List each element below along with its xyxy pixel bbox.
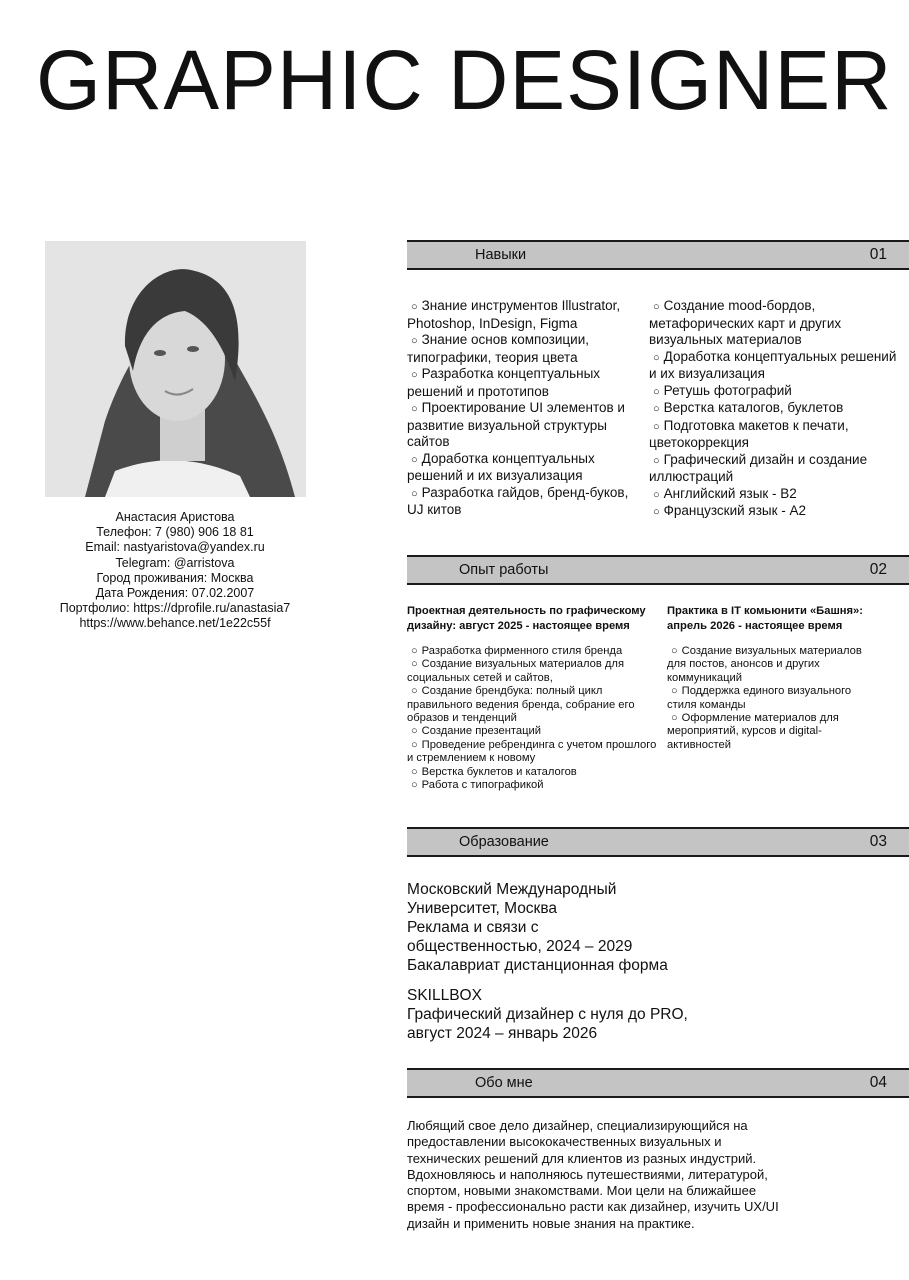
section-label: Образование	[459, 834, 549, 850]
list-item-text: Ретушь фотографий	[663, 382, 792, 398]
list-item	[407, 645, 657, 658]
list-item-text: Поддержка единого визуального стиля команды	[667, 685, 852, 711]
list-item-text: Работа с типографикой	[421, 779, 544, 792]
list-item-text: Проектирование UI элементов и развитие визуальной структуры сайтов	[407, 400, 625, 449]
section-header-about	[407, 1068, 909, 1098]
list-item-text: Знание инструментов Illustrator, Photoshop, InDesign, Figma	[407, 298, 621, 331]
bullet-circle-icon: ○	[411, 765, 418, 778]
list-item	[407, 685, 657, 725]
bullet-circle-icon: ○	[411, 335, 418, 347]
section-label: Навыки	[475, 247, 527, 263]
list-item-text: Создание mood-бордов, метафорических карт и других визуальных материалов	[649, 298, 842, 347]
education-university	[407, 880, 668, 975]
education-line: Графический дизайнер с нуля до PRO,	[407, 1006, 688, 1023]
list-item	[649, 452, 899, 486]
bullet-circle-icon: ○	[411, 645, 418, 657]
education-line: Бакалавриат дистанционная форма	[407, 957, 668, 974]
list-item	[407, 400, 642, 451]
education-course	[407, 986, 688, 1043]
profile-photo	[45, 241, 306, 497]
section-number: 01	[869, 246, 887, 263]
page-title: GRAPHIC DESIGNER	[36, 33, 893, 127]
list-item-text: Английский язык - B2	[663, 485, 797, 501]
list-item-text: Графический дизайн и создание иллюстраций	[649, 451, 868, 484]
section-number: 04	[869, 1074, 887, 1091]
section-label: Обо мне	[475, 1075, 533, 1091]
bullet-circle-icon: ○	[411, 658, 418, 671]
list-item-text: Разработка концептуальных решений и прототипов	[407, 366, 601, 399]
list-item	[407, 658, 657, 685]
list-item-text: Доработка концептуальных решений и их визуализация	[407, 450, 595, 483]
experience-freelance	[407, 604, 657, 792]
contact-birth-date: Дата Рождения: 07.02.2007	[95, 586, 255, 601]
section-header-skills	[407, 240, 909, 270]
bullet-circle-icon: ○	[653, 506, 660, 518]
contact-telegram: Telegram: @arristova	[115, 555, 235, 570]
bullet-circle-icon: ○	[653, 351, 660, 364]
list-item-text: Разработка гайдов, бренд-буков, UJ китов	[407, 484, 629, 517]
list-item-text: Верстка каталогов, буклетов	[663, 400, 844, 415]
contact-portfolio-link[interactable]: Портфолио: https://dprofile.ru/anastasia7	[59, 601, 291, 616]
list-item	[649, 349, 899, 383]
bullet-circle-icon: ○	[653, 420, 660, 433]
list-item	[407, 739, 657, 766]
section-header-education	[407, 827, 909, 857]
list-item	[407, 366, 642, 400]
about-text: Любящий свое дело дизайнер, специализирующийся на предоставлении высококачественных визуальных и технических решений для клиентов из разных индустрий. Вдохновляюсь и наполняюсь путешествиями, литературой, спортом, новыми знакомствами. Мои цели на ближайшее время - профессионально расти как дизайнер, изучить UX/UI дизайн и применить новые знания на практике.	[407, 1118, 779, 1231]
list-item	[667, 685, 867, 712]
list-item	[407, 451, 642, 485]
bullet-circle-icon: ○	[653, 385, 660, 398]
bullet-circle-icon: ○	[411, 487, 418, 500]
experience-title: Практика в IT комьюнити «Башня»: апрель 2026 - настоящее время	[667, 605, 864, 632]
bullet-circle-icon: ○	[411, 738, 418, 751]
experience-internship	[667, 604, 867, 752]
list-item-text: Создание презентаций	[421, 725, 542, 738]
list-item-text: Оформление материалов для мероприятий, курсов и digital-активностей	[667, 712, 839, 751]
list-item-text: Создание визуальных материалов для постов, анонсов и других коммуникаций	[667, 645, 862, 684]
list-item-text: Создание брендбука: полный цикл правильного ведения бренда, собрание его образов и тенденций	[407, 685, 635, 725]
list-item	[407, 766, 657, 779]
education-line: август 2024 – январь 2026	[407, 1025, 598, 1042]
list-item	[649, 418, 899, 452]
list-item-text: Подготовка макетов к печати, цветокоррекция	[649, 417, 849, 450]
list-item	[407, 485, 642, 519]
list-item-text: Доработка концептуальных решений и их визуализация	[649, 348, 897, 381]
list-item	[667, 645, 867, 685]
education-line: Московский Международный	[407, 881, 617, 898]
list-item-text: Верстка буклетов и каталогов	[421, 765, 577, 778]
section-header-experience	[407, 555, 909, 585]
bullet-circle-icon: ○	[411, 403, 418, 415]
list-item	[407, 779, 657, 792]
bullet-circle-icon: ○	[653, 488, 660, 501]
list-item-text: Проведение ребрендинга с учетом прошлого и стремлением к новому	[407, 738, 657, 765]
bullet-circle-icon: ○	[671, 645, 678, 657]
bullet-circle-icon: ○	[411, 685, 418, 698]
bullet-circle-icon: ○	[411, 369, 418, 381]
education-line: Университет, Москва	[407, 900, 558, 917]
list-item	[407, 298, 642, 332]
contact-behance-link[interactable]: https://www.behance.net/1e22c55f	[79, 616, 271, 631]
contact-email: Email: nastyaristova@yandex.ru	[85, 540, 265, 555]
list-item-text: Разработка фирменного стиля бренда	[421, 645, 623, 657]
bullet-circle-icon: ○	[653, 301, 660, 313]
section-number: 03	[869, 833, 887, 850]
list-item	[649, 503, 899, 521]
section-label: Опыт работы	[459, 562, 549, 578]
list-item-text: Знание основ композиции, типографики, теория цвета	[407, 332, 589, 365]
section-number: 02	[869, 561, 887, 578]
bullet-circle-icon: ○	[671, 685, 678, 698]
education-line: SKILLBOX	[407, 987, 482, 1004]
contacts-block	[30, 510, 320, 632]
list-item	[649, 383, 899, 401]
list-item-text: Французский язык - A2	[663, 503, 807, 518]
bullet-circle-icon: ○	[411, 301, 418, 313]
bullet-circle-icon: ○	[653, 403, 660, 415]
education-line: Реклама и связи с	[407, 919, 539, 936]
list-item	[649, 486, 899, 504]
education-line: общественностью, 2024 – 2029	[407, 938, 633, 955]
bullet-circle-icon: ○	[411, 779, 418, 792]
list-item	[407, 332, 642, 366]
skills-list-left	[407, 298, 642, 519]
list-item	[667, 712, 867, 752]
list-item	[649, 298, 899, 349]
list-item	[649, 400, 899, 418]
bullet-circle-icon: ○	[411, 453, 418, 466]
bullet-circle-icon: ○	[653, 454, 660, 467]
bullet-circle-icon: ○	[671, 712, 678, 725]
contact-phone: Телефон: 7 (980) 906 18 81	[96, 525, 254, 540]
list-item	[407, 725, 657, 738]
skills-list-right	[649, 298, 899, 521]
bullet-circle-icon: ○	[411, 725, 418, 738]
contact-name: Анастасия Аристова	[115, 510, 235, 524]
experience-title: Проектная деятельность по графическому дизайну: август 2025 - настоящее время	[407, 605, 646, 632]
list-item-text: Создание визуальных материалов для социальных сетей и сайтов,	[407, 658, 625, 684]
contact-city: Город проживания: Москва	[96, 570, 254, 585]
